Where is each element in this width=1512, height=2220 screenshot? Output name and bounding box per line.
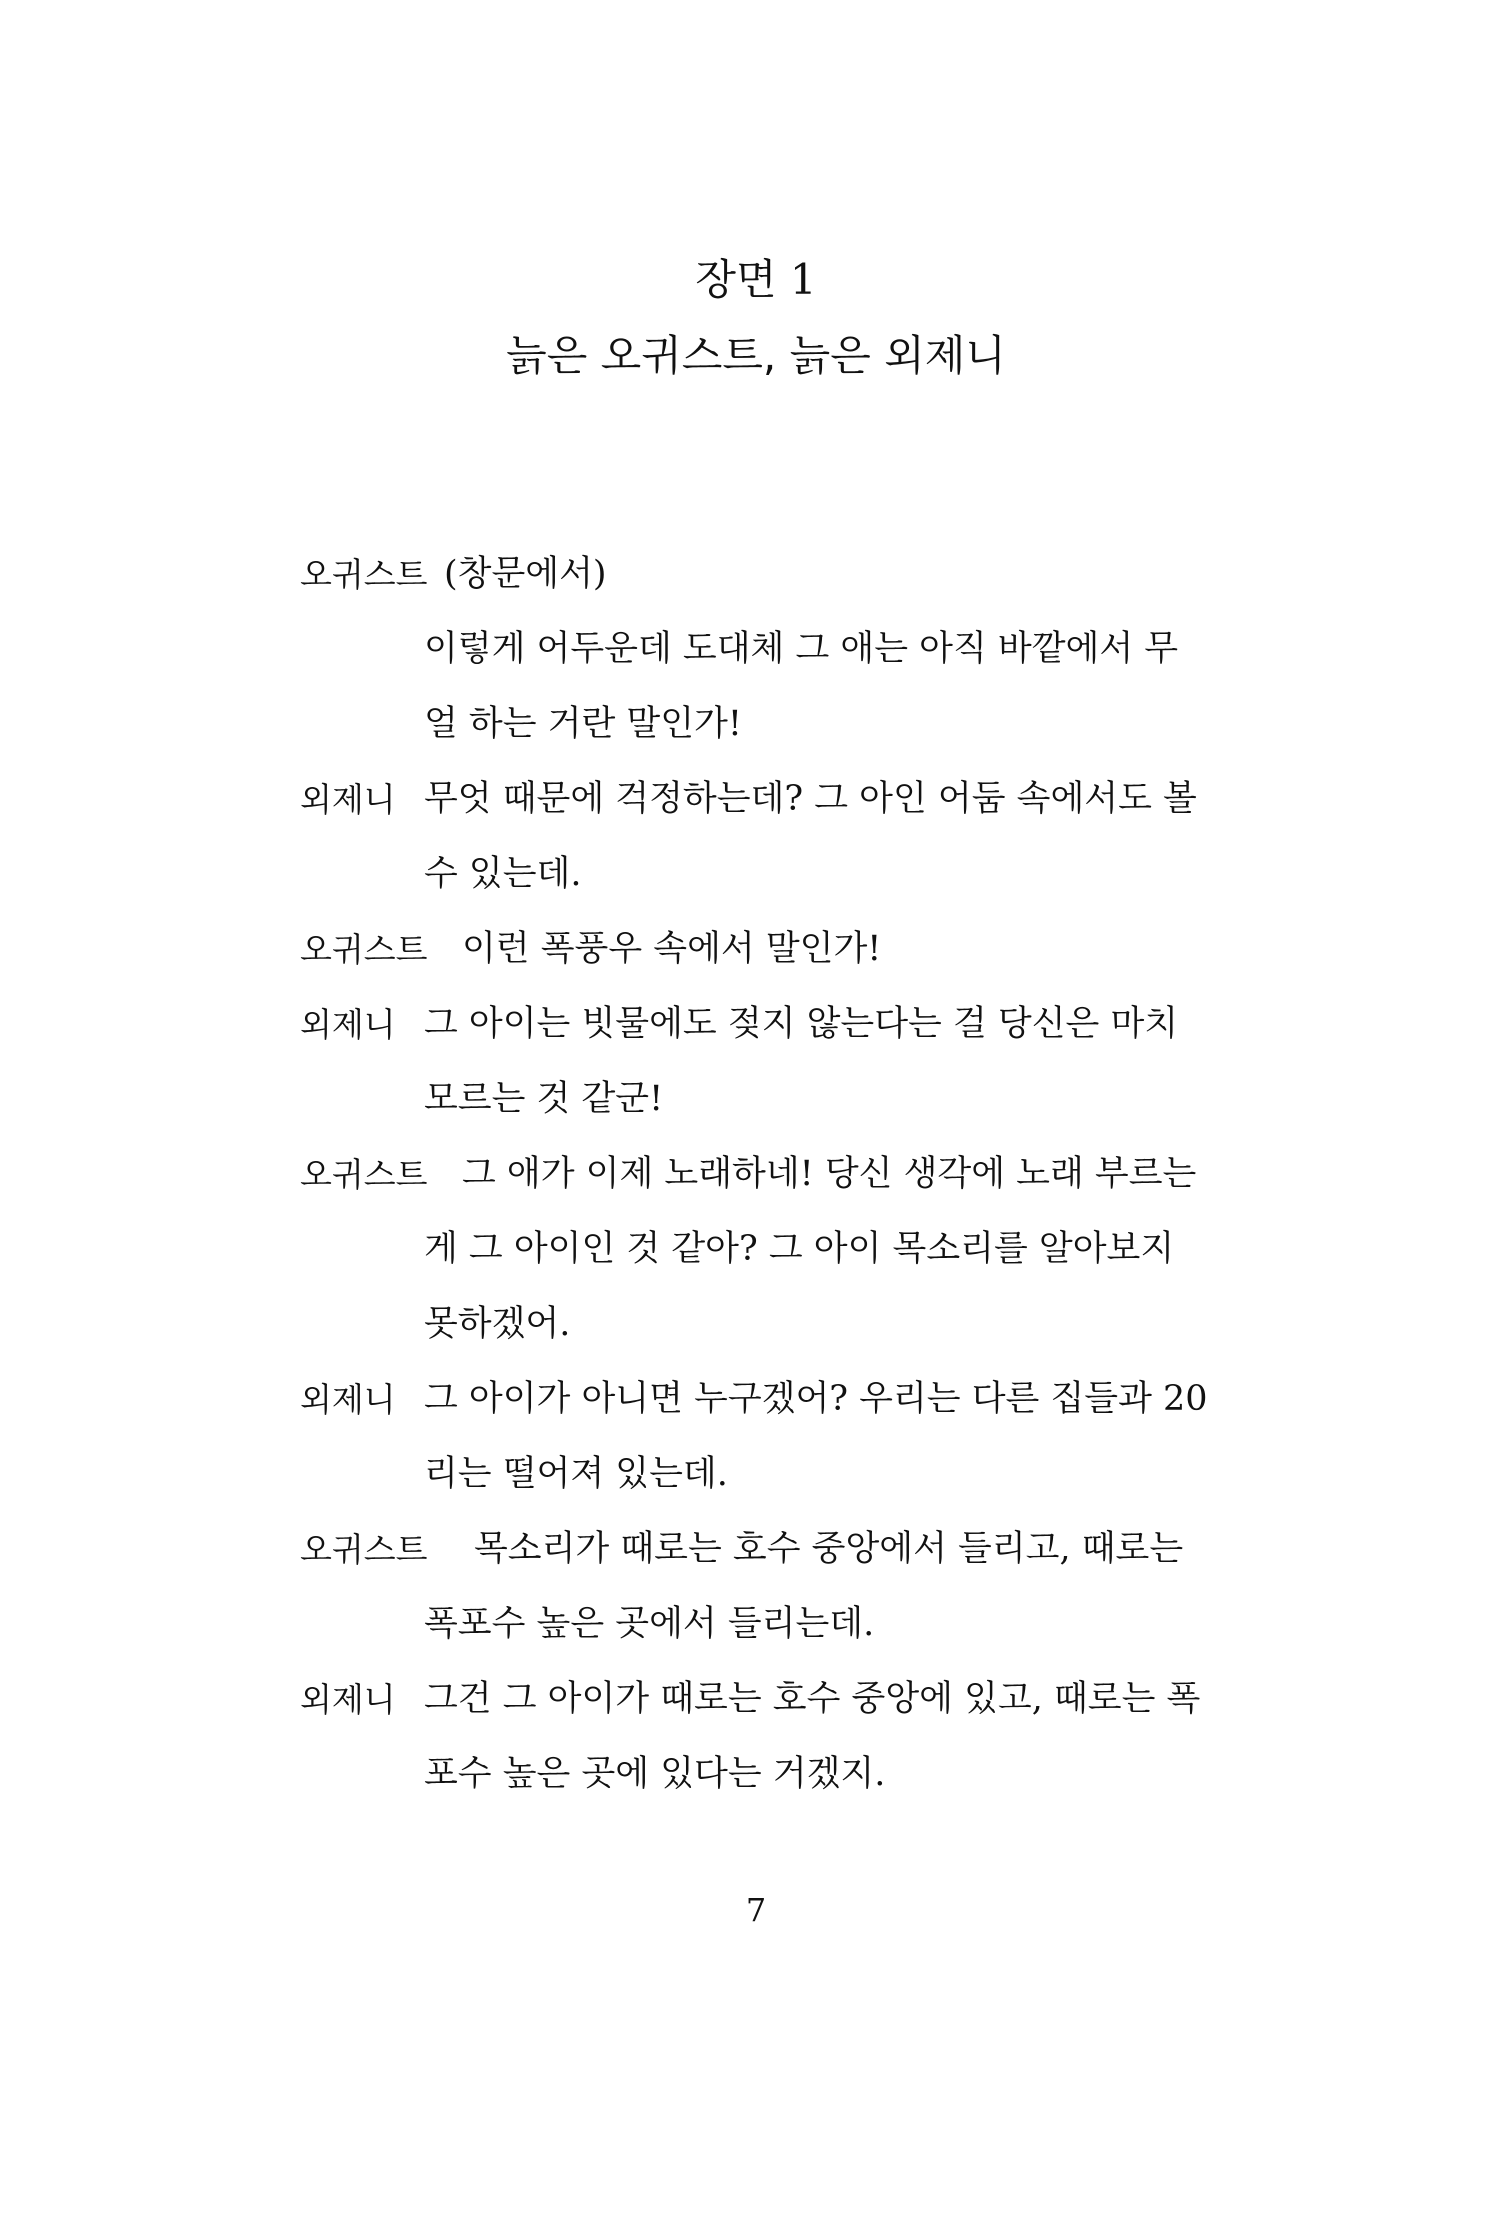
speaker-name: 오귀스트 [300, 1530, 428, 1569]
speaker-name: 외제니 [300, 780, 396, 819]
speaker-name: 외제니 [300, 1680, 396, 1719]
dialogue-line: 포수 높은 곳에 있다는 거겠지. [424, 1754, 886, 1794]
dialogue-line: 리는 떨어져 있는데. [424, 1454, 728, 1494]
dialogue-line: 모르는 것 같군! [424, 1079, 664, 1119]
dialogue-line: 폭포수 높은 곳에서 들리는데. [424, 1604, 875, 1644]
dialogue-line: 그 아이는 빗물에도 젖지 않는다는 걸 당신은 마치 [424, 1004, 1179, 1044]
dialogue-line: 그 애가 이제 노래하네! 당신 생각에 노래 부르는 [462, 1154, 1197, 1194]
speaker-name: 오귀스트 [300, 1155, 428, 1194]
scene-number: 장면 1 [695, 255, 817, 304]
dialogue-line: 못하겠어. [424, 1304, 571, 1344]
dialogue-line: 수 있는데. [424, 854, 582, 894]
dialogue-line: 그건 그 아이가 때로는 호수 중앙에 있고, 때로는 폭 [424, 1679, 1201, 1719]
speaker-name: 외제니 [300, 1380, 396, 1419]
scene-title: 늙은 오귀스트, 늙은 외제니 [506, 331, 1006, 380]
stage-direction: (창문에서) [444, 554, 607, 594]
speaker-name: 오귀스트 [300, 555, 428, 594]
dialogue-line: 이런 폭풍우 속에서 말인가! [462, 929, 882, 969]
dialogue-line: 게 그 아이인 것 같아? 그 아이 목소리를 알아보지 [424, 1229, 1175, 1269]
dialogue-line: 이렇게 어두운데 도대체 그 애는 아직 바깥에서 무 [424, 629, 1179, 669]
dialogue-line: 목소리가 때로는 호수 중앙에서 들리고, 때로는 [474, 1529, 1184, 1569]
dialogue-line: 그 아이가 아니면 누구겠어? 우리는 다른 집들과 20 [424, 1379, 1208, 1419]
dialogue-line: 무엇 때문에 걱정하는데? 그 아인 어둠 속에서도 볼 [424, 779, 1197, 819]
speaker-name: 오귀스트 [300, 930, 428, 969]
speaker-name: 외제니 [300, 1005, 396, 1044]
dialogue-line: 얼 하는 거란 말인가! [424, 704, 742, 744]
page-number: 7 [745, 1891, 767, 1929]
